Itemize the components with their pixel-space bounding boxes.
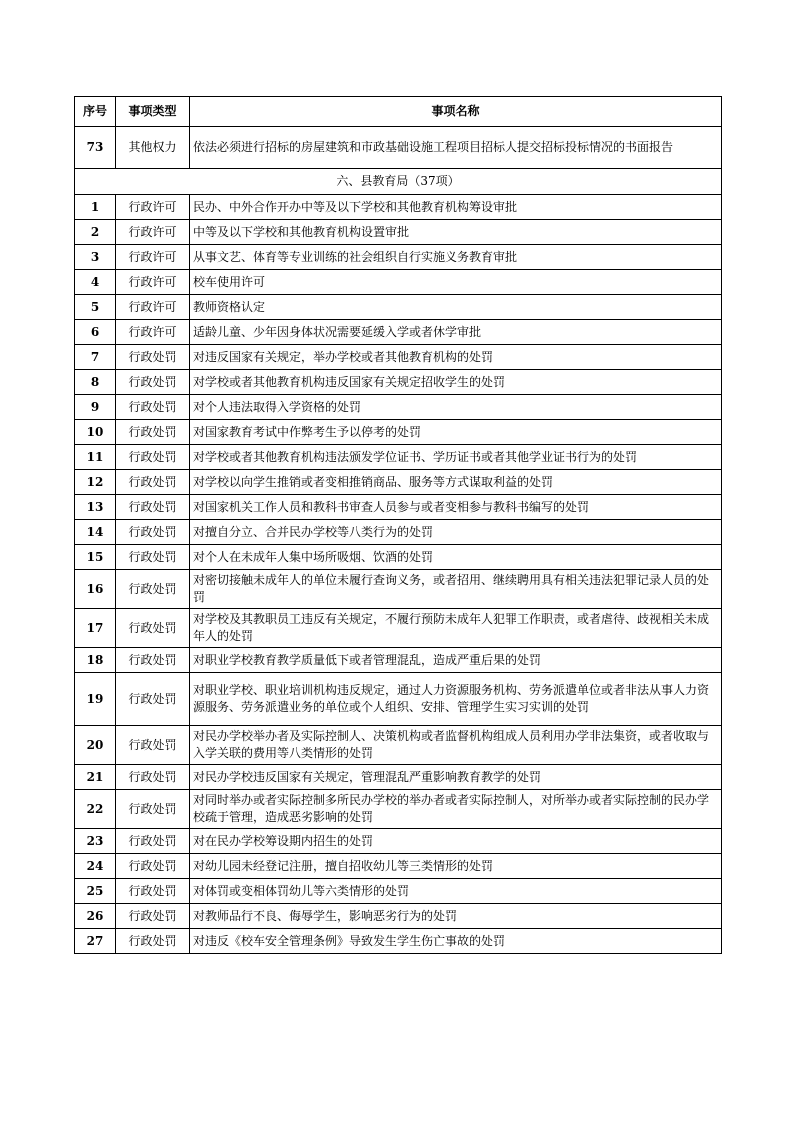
row-type: 行政处罚 xyxy=(116,395,190,420)
table-row xyxy=(75,495,722,520)
row-name: 对个人在未成年人集中场所吸烟、饮酒的处罚 xyxy=(190,545,722,570)
row-name: 教师资格认定 xyxy=(190,295,722,320)
row-type: 行政许可 xyxy=(116,295,190,320)
row-name: 对职业学校教育教学质量低下或者管理混乱，造成严重后果的处罚 xyxy=(190,648,722,673)
table-row xyxy=(75,395,722,420)
row-no: 27 xyxy=(75,929,116,954)
row-name: 中等及以下学校和其他教育机构设置审批 xyxy=(190,220,722,245)
row-name: 对职业学校、职业培训机构违反规定，通过人力资源服务机构、劳务派遣单位或者非法从事人力资源服务、劳务派遣业务的单位或个人组织、安排、管理学生实习实训的处罚 xyxy=(190,673,722,726)
table-row xyxy=(75,726,722,765)
table-row xyxy=(75,609,722,648)
section-row xyxy=(75,169,722,195)
row-name: 对国家机关工作人员和教科书审查人员参与或者变相参与教科书编写的处罚 xyxy=(190,495,722,520)
row-type: 行政许可 xyxy=(116,320,190,345)
table-row xyxy=(75,545,722,570)
row-no: 10 xyxy=(75,420,116,445)
row-type: 行政处罚 xyxy=(116,673,190,726)
table-row xyxy=(75,570,722,609)
row-no: 12 xyxy=(75,470,116,495)
row-name: 民办、中外合作开办中等及以下学校和其他教育机构筹设审批 xyxy=(190,195,722,220)
table-row xyxy=(75,829,722,854)
row-name: 对体罚或变相体罚幼儿等六类情形的处罚 xyxy=(190,879,722,904)
table-row xyxy=(75,195,722,220)
row-name: 校车使用许可 xyxy=(190,270,722,295)
row-no: 25 xyxy=(75,879,116,904)
row-type: 行政处罚 xyxy=(116,445,190,470)
row-type: 行政处罚 xyxy=(116,765,190,790)
row-no: 5 xyxy=(75,295,116,320)
row-no: 6 xyxy=(75,320,116,345)
row-type: 行政处罚 xyxy=(116,609,190,648)
table-row xyxy=(75,220,722,245)
row-type: 行政处罚 xyxy=(116,904,190,929)
table-row xyxy=(75,854,722,879)
table-row xyxy=(75,879,722,904)
table-row xyxy=(75,765,722,790)
row-name: 依法必须进行招标的房屋建筑和市政基础设施工程项目招标人提交招标投标情况的书面报告 xyxy=(190,127,722,169)
row-name: 对民办学校违反国家有关规定，管理混乱严重影响教育教学的处罚 xyxy=(190,765,722,790)
row-no: 23 xyxy=(75,829,116,854)
row-no: 18 xyxy=(75,648,116,673)
row-name: 对在民办学校筹设期内招生的处罚 xyxy=(190,829,722,854)
row-type: 行政处罚 xyxy=(116,345,190,370)
row-name: 对学校或者其他教育机构违反国家有关规定招收学生的处罚 xyxy=(190,370,722,395)
row-type: 行政处罚 xyxy=(116,420,190,445)
row-type: 行政处罚 xyxy=(116,520,190,545)
row-type: 行政处罚 xyxy=(116,370,190,395)
row-name: 对个人违法取得入学资格的处罚 xyxy=(190,395,722,420)
table-row xyxy=(75,470,722,495)
row-name: 对同时举办或者实际控制多所民办学校的举办者或者实际控制人，对所举办或者实际控制的民办学校疏于管理，造成恶劣影响的处罚 xyxy=(190,790,722,829)
row-name: 对幼儿园未经登记注册，擅自招收幼儿等三类情形的处罚 xyxy=(190,854,722,879)
row-no: 22 xyxy=(75,790,116,829)
header-no: 序号 xyxy=(75,97,116,127)
row-name: 对学校或者其他教育机构违法颁发学位证书、学历证书或者其他学业证书行为的处罚 xyxy=(190,445,722,470)
table-row xyxy=(75,127,722,169)
row-no: 17 xyxy=(75,609,116,648)
row-name: 对民办学校举办者及实际控制人、决策机构或者监督机构组成人员利用办学非法集资，或者收取与入学关联的费用等八类情形的处罚 xyxy=(190,726,722,765)
table-row xyxy=(75,420,722,445)
table-row xyxy=(75,904,722,929)
table-row xyxy=(75,673,722,726)
table-row xyxy=(75,648,722,673)
row-no: 11 xyxy=(75,445,116,470)
row-no: 14 xyxy=(75,520,116,545)
row-type: 行政处罚 xyxy=(116,929,190,954)
header-name: 事项名称 xyxy=(190,97,722,127)
items-table xyxy=(74,96,722,954)
row-name: 对违反国家有关规定，举办学校或者其他教育机构的处罚 xyxy=(190,345,722,370)
row-name: 适龄儿童、少年因身体状况需要延缓入学或者休学审批 xyxy=(190,320,722,345)
row-name: 对教师品行不良、侮辱学生，影响恶劣行为的处罚 xyxy=(190,904,722,929)
row-no: 4 xyxy=(75,270,116,295)
row-no: 9 xyxy=(75,395,116,420)
row-type: 行政处罚 xyxy=(116,829,190,854)
row-type: 行政处罚 xyxy=(116,790,190,829)
row-no: 20 xyxy=(75,726,116,765)
table-row xyxy=(75,520,722,545)
row-no: 26 xyxy=(75,904,116,929)
row-type: 其他权力 xyxy=(116,127,190,169)
row-name: 从事文艺、体育等专业训练的社会组织自行实施义务教育审批 xyxy=(190,245,722,270)
section-title: 六、县教育局（37项） xyxy=(75,169,722,195)
row-type: 行政处罚 xyxy=(116,648,190,673)
header-row xyxy=(75,97,722,127)
row-type: 行政处罚 xyxy=(116,545,190,570)
table-row xyxy=(75,929,722,954)
table-row xyxy=(75,295,722,320)
row-type: 行政处罚 xyxy=(116,495,190,520)
table-row xyxy=(75,370,722,395)
row-no: 13 xyxy=(75,495,116,520)
row-type: 行政处罚 xyxy=(116,854,190,879)
row-name: 对密切接触未成年人的单位未履行查询义务，或者招用、继续聘用具有相关违法犯罪记录人员的处罚 xyxy=(190,570,722,609)
row-no: 2 xyxy=(75,220,116,245)
table-row xyxy=(75,320,722,345)
table-row xyxy=(75,245,722,270)
table-row xyxy=(75,345,722,370)
row-no: 24 xyxy=(75,854,116,879)
row-no: 7 xyxy=(75,345,116,370)
row-type: 行政处罚 xyxy=(116,570,190,609)
row-name: 对学校及其教职员工违反有关规定，不履行预防未成年人犯罪工作职责，或者虐待、歧视相关未成年人的处罚 xyxy=(190,609,722,648)
row-no: 1 xyxy=(75,195,116,220)
row-type: 行政许可 xyxy=(116,270,190,295)
row-type: 行政处罚 xyxy=(116,879,190,904)
row-no: 3 xyxy=(75,245,116,270)
row-no: 73 xyxy=(75,127,116,169)
row-no: 15 xyxy=(75,545,116,570)
row-name: 对违反《校车安全管理条例》导致发生学生伤亡事故的处罚 xyxy=(190,929,722,954)
table-row xyxy=(75,270,722,295)
table-row xyxy=(75,790,722,829)
row-type: 行政处罚 xyxy=(116,726,190,765)
row-type: 行政处罚 xyxy=(116,470,190,495)
row-type: 行政许可 xyxy=(116,195,190,220)
row-name: 对擅自分立、合并民办学校等八类行为的处罚 xyxy=(190,520,722,545)
row-no: 19 xyxy=(75,673,116,726)
row-type: 行政许可 xyxy=(116,245,190,270)
row-no: 21 xyxy=(75,765,116,790)
row-no: 8 xyxy=(75,370,116,395)
row-no: 16 xyxy=(75,570,116,609)
header-type: 事项类型 xyxy=(116,97,190,127)
row-name: 对国家教育考试中作弊考生予以停考的处罚 xyxy=(190,420,722,445)
table-row xyxy=(75,445,722,470)
row-name: 对学校以向学生推销或者变相推销商品、服务等方式谋取利益的处罚 xyxy=(190,470,722,495)
row-type: 行政许可 xyxy=(116,220,190,245)
